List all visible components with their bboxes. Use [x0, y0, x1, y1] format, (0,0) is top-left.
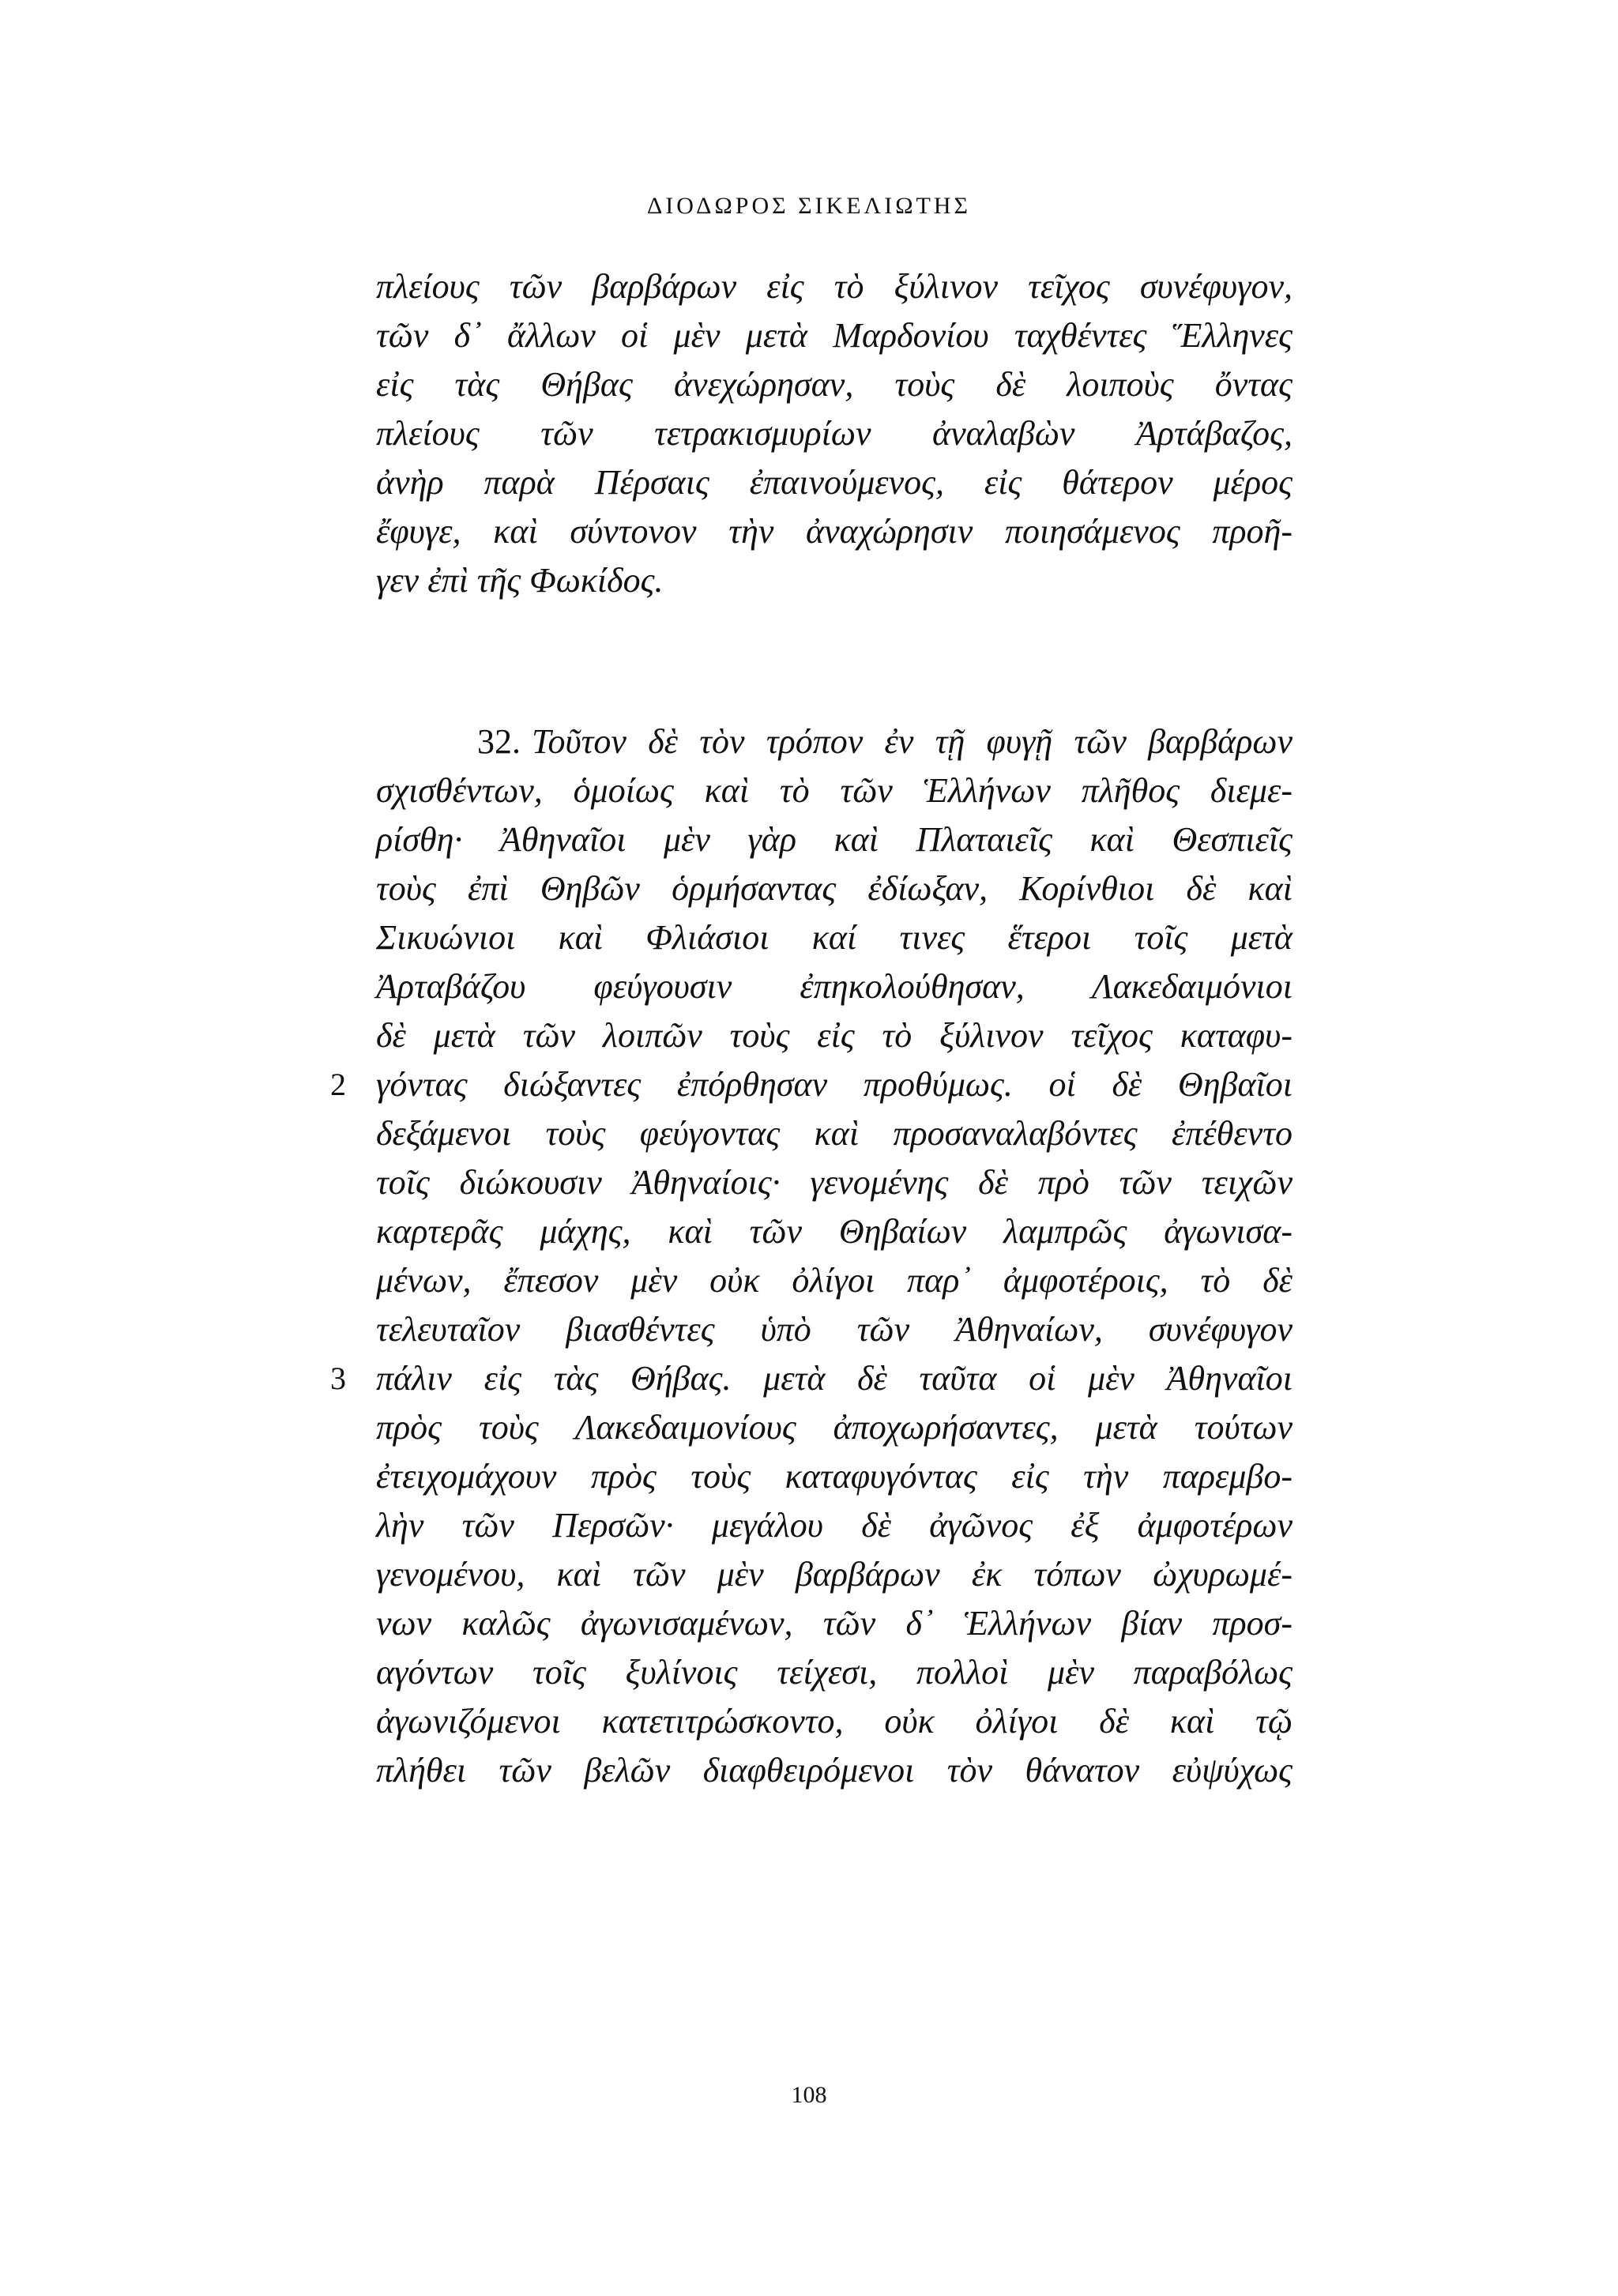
running-head: ΔΙΟΔΩΡΟΣ ΣΙΚΕΛΙΩΤΗΣ	[646, 193, 972, 219]
text-line: μένων, ἔπεσον μὲν οὐκ ὀλίγοι παρ᾽ ἀμφοτέροις, τὸ δὲ	[376, 1261, 1293, 1300]
text-line: πάλιν εἰς τὰς Θήβας. μετὰ δὲ ταῦτα οἱ μὲν Ἀθηναῖοι	[376, 1359, 1293, 1398]
text-line: ἔφυγε, καὶ σύντονον τὴν ἀναχώρησιν ποιησάμενος προῆ-	[376, 512, 1293, 551]
text-line: πρὸς τοὺς Λακεδαιμονίους ἀποχωρήσαντες, μετὰ τούτων	[376, 1408, 1293, 1447]
text-line: Ἀρταβάζου φεύγουσιν ἐπηκολούθησαν, Λακεδαιμόνιοι	[376, 967, 1293, 1006]
text-line: εἰς τὰς Θήβας ἀνεχώρησαν, τοὺς δὲ λοιποὺς ὄντας	[376, 365, 1293, 404]
text-line: ρίσθη· Ἀθηναῖοι μὲν γὰρ καὶ Πλαταιεῖς καὶ Θεσπιεῖς	[376, 820, 1293, 859]
text-line: ἀγωνιζόμενοι κατετιτρώσκοντο, οὐκ ὀλίγοι δὲ καὶ τῷ	[376, 1702, 1293, 1741]
text-line: τοὺς ἐπὶ Θηβῶν ὁρμήσαντας ἐδίωξαν, Κορίνθιοι δὲ καὶ	[376, 869, 1293, 908]
text-line: νων καλῶς ἀγωνισαμένων, τῶν δ᾽ Ἑλλήνων βίαν προσ-	[376, 1604, 1293, 1643]
text-line: ἐτειχομάχουν πρὸς τοὺς καταφυγόντας εἰς τὴν παρεμβο-	[376, 1457, 1293, 1496]
chapter-number: 32.	[477, 722, 521, 761]
text-line: σχισθέντων, ὁμοίως καὶ τὸ τῶν Ἑλλήνων πλῆθος διεμε-	[376, 771, 1293, 810]
text-line: τῶν δ᾽ ἄλλων οἱ μὲν μετὰ Μαρδονίου ταχθέντες Ἕλληνες	[376, 316, 1293, 355]
text-line: αγόντων τοῖς ξυλίνοις τείχεσι, πολλοὶ μὲν παραβόλως	[376, 1653, 1293, 1692]
text-line: τελευταῖον βιασθέντες ὑπὸ τῶν Ἀθηναίων, συνέφυγον	[376, 1310, 1293, 1349]
chapter-32	[376, 717, 1293, 1795]
text-line: καρτερᾶς μάχης, καὶ τῶν Θηβαίων λαμπρῶς ἀγωνισα-	[376, 1212, 1293, 1251]
text-line: λὴν τῶν Περσῶν· μεγάλου δὲ ἀγῶνος ἐξ ἀμφοτέρων	[376, 1506, 1293, 1545]
text-line: δὲ μετὰ τῶν λοιπῶν τοὺς εἰς τὸ ξύλινον τεῖχος καταφυ-	[376, 1016, 1293, 1055]
passage-continued	[376, 262, 1293, 605]
section-number-3: 3	[330, 1361, 346, 1396]
text-line: τοῖς διώκουσιν Ἀθηναίοις· γενομένης δὲ πρὸ τῶν τειχῶν	[376, 1163, 1293, 1202]
text-line: γενομένου, καὶ τῶν μὲν βαρβάρων ἐκ τόπων ὠχυρωμέ-	[376, 1555, 1293, 1594]
page-number: 108	[791, 2082, 827, 2108]
text-line: γόντας διώξαντες ἐπόρθησαν προθύμως. οἱ δὲ Θηβαῖοι	[376, 1065, 1293, 1104]
text-line: πλείους τῶν βαρβάρων εἰς τὸ ξύλινον τεῖχος συνέφυγον,	[376, 267, 1293, 306]
chapter-first-words: Τοῦτον δὲ τὸν τρόπον ἐν τῇ φυγῇ τῶν βαρβάρων	[532, 722, 1293, 761]
section-number-2: 2	[330, 1067, 346, 1102]
chapter-first-line	[376, 717, 1293, 766]
text-line: πλείους τῶν τετρακισμυρίων ἀναλαβὼν Ἀρτάβαζος,	[376, 414, 1293, 453]
text-line: πλήθει τῶν βελῶν διαφθειρόμενοι τὸν θάνατον εὐψύχως	[376, 1751, 1293, 1790]
text-line: ἀνὴρ παρὰ Πέρσαις ἐπαινούμενος, εἰς θάτερον μέρος	[376, 463, 1293, 502]
text-line: Σικυώνιοι καὶ Φλιάσιοι καί τινες ἕτεροι τοῖς μετὰ	[376, 918, 1293, 957]
text-line: δεξάμενοι τοὺς φεύγοντας καὶ προσαναλαβόντες ἐπέθεντο	[376, 1114, 1293, 1153]
text-line: γεν ἐπὶ τῆς Φωκίδος.	[376, 561, 664, 600]
